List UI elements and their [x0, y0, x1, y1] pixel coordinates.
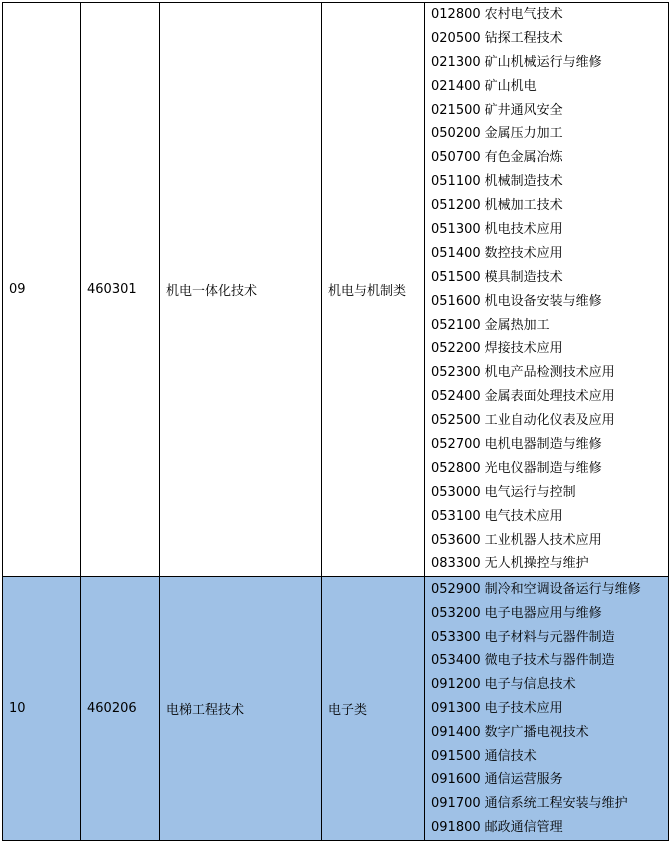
major-name: 通信技术: [484, 748, 537, 764]
major-item: [431, 51, 668, 75]
major-item: [431, 122, 668, 146]
major-code: 091300: [431, 700, 481, 716]
major-name: 电子电器应用与维修: [484, 605, 602, 621]
major-code: 091500: [431, 748, 481, 764]
major-code: 021500: [431, 102, 481, 118]
major-name: 通信运营服务: [484, 772, 563, 788]
major-item: [431, 457, 668, 481]
major-name: 电机电器制造与维修: [484, 437, 602, 453]
major-name: 矿井通风安全: [484, 102, 563, 118]
major-item: [431, 266, 668, 290]
major-item: [431, 99, 668, 123]
code-cell: 460206: [81, 577, 160, 841]
major-item: [431, 27, 668, 51]
major-code: 012800: [431, 7, 481, 22]
major-code: 091400: [431, 724, 481, 740]
major-code: 052700: [431, 437, 481, 453]
major-item: [431, 816, 668, 840]
major-name: 机械加工技术: [484, 198, 563, 214]
category-cell: 机电与机制类: [322, 3, 425, 577]
major-code: 050700: [431, 150, 481, 166]
major-code: 052800: [431, 460, 481, 476]
major-code: 021400: [431, 78, 481, 94]
major-code: 051500: [431, 269, 481, 285]
major-code: 020500: [431, 30, 481, 46]
major-item: [431, 385, 668, 409]
major-item: [431, 649, 668, 673]
major-item: [431, 697, 668, 721]
major-code: 083300: [431, 556, 481, 572]
major-code: 051200: [431, 198, 481, 214]
major-item: [431, 673, 668, 697]
code-cell: 460301: [81, 3, 160, 577]
major-code: 091700: [431, 796, 481, 812]
major-name: 金属压力加工: [484, 126, 563, 142]
major-item: [431, 433, 668, 457]
major-name: 邮政通信管理: [484, 819, 563, 835]
major-item: [431, 75, 668, 99]
major-item: [431, 721, 668, 745]
major-name: 金属热加工: [484, 317, 550, 333]
major-name: 机电设备安装与维修: [484, 293, 602, 309]
major-list: [431, 578, 668, 840]
program-name-cell: 机电一体化技术: [160, 3, 322, 577]
major-item: [431, 745, 668, 769]
major-name: 工业自动化仪表及应用: [484, 413, 615, 429]
major-code: 052200: [431, 341, 481, 357]
major-name: 钻探工程技术: [484, 30, 563, 46]
major-item: [431, 337, 668, 361]
major-code: 052500: [431, 413, 481, 429]
major-list: [431, 3, 668, 576]
major-code: 052300: [431, 365, 481, 381]
table-row: [3, 3, 669, 577]
major-code: 052400: [431, 389, 481, 405]
major-name: 机械制造技术: [484, 174, 563, 190]
major-code: 091600: [431, 772, 481, 788]
major-name: 金属表面处理技术应用: [484, 389, 615, 405]
major-code: 050200: [431, 126, 481, 142]
major-name: 电子材料与元器件制造: [484, 629, 615, 645]
major-item: [431, 409, 668, 433]
major-mapping-table: [2, 2, 669, 841]
major-code: 091200: [431, 677, 481, 693]
major-name: 电子技术应用: [484, 700, 563, 716]
major-item: [431, 602, 668, 626]
major-item: [431, 529, 668, 553]
major-item: [431, 290, 668, 314]
major-name: 工业机器人技术应用: [484, 532, 602, 548]
major-name: 数控技术应用: [484, 245, 563, 261]
major-name: 有色金属冶炼: [484, 150, 563, 166]
major-item: [431, 314, 668, 338]
seq-cell: 10: [3, 577, 81, 841]
major-name: 数字广播电视技术: [484, 724, 589, 740]
major-name: 电气技术应用: [484, 508, 563, 524]
major-code: 053400: [431, 653, 481, 669]
major-item: [431, 505, 668, 529]
major-item: [431, 242, 668, 266]
major-name: 制冷和空调设备运行与维修: [484, 581, 641, 597]
major-item: [431, 361, 668, 385]
major-item: [431, 481, 668, 505]
major-item: [431, 146, 668, 170]
major-code: 053200: [431, 605, 481, 621]
major-name: 微电子技术与器件制造: [484, 653, 615, 669]
major-item: [431, 792, 668, 816]
related-majors-cell: [425, 3, 669, 577]
major-name: 通信系统工程安装与维护: [484, 796, 628, 812]
seq-cell: 09: [3, 3, 81, 577]
major-code: 051600: [431, 293, 481, 309]
major-code: 051400: [431, 245, 481, 261]
table-row: [3, 577, 669, 841]
related-majors-cell: [425, 577, 669, 841]
major-name: 焊接技术应用: [484, 341, 563, 357]
major-name: 农村电气技术: [484, 7, 563, 22]
major-name: 无人机操控与维护: [484, 556, 589, 572]
major-item: [431, 578, 668, 602]
major-name: 机电技术应用: [484, 222, 563, 238]
major-item: [431, 768, 668, 792]
major-item: [431, 218, 668, 242]
major-code: 053100: [431, 508, 481, 524]
major-name: 矿山机械运行与维修: [484, 54, 602, 70]
major-name: 模具制造技术: [484, 269, 563, 285]
major-code: 021300: [431, 54, 481, 70]
category-cell: 电子类: [322, 577, 425, 841]
major-name: 电气运行与控制: [484, 484, 576, 500]
major-code: 091800: [431, 819, 481, 835]
major-item: [431, 552, 668, 576]
major-item: [431, 3, 668, 27]
major-code: 053600: [431, 532, 481, 548]
major-code: 052900: [431, 581, 481, 597]
major-code: 053300: [431, 629, 481, 645]
major-item: [431, 194, 668, 218]
major-name: 光电仪器制造与维修: [484, 460, 602, 476]
major-code: 051300: [431, 222, 481, 238]
major-item: [431, 626, 668, 650]
major-item: [431, 170, 668, 194]
major-name: 电子与信息技术: [484, 677, 576, 693]
major-code: 051100: [431, 174, 481, 190]
major-code: 052100: [431, 317, 481, 333]
major-code: 053000: [431, 484, 481, 500]
program-name-cell: 电梯工程技术: [160, 577, 322, 841]
major-name: 机电产品检测技术应用: [484, 365, 615, 381]
major-name: 矿山机电: [484, 78, 537, 94]
